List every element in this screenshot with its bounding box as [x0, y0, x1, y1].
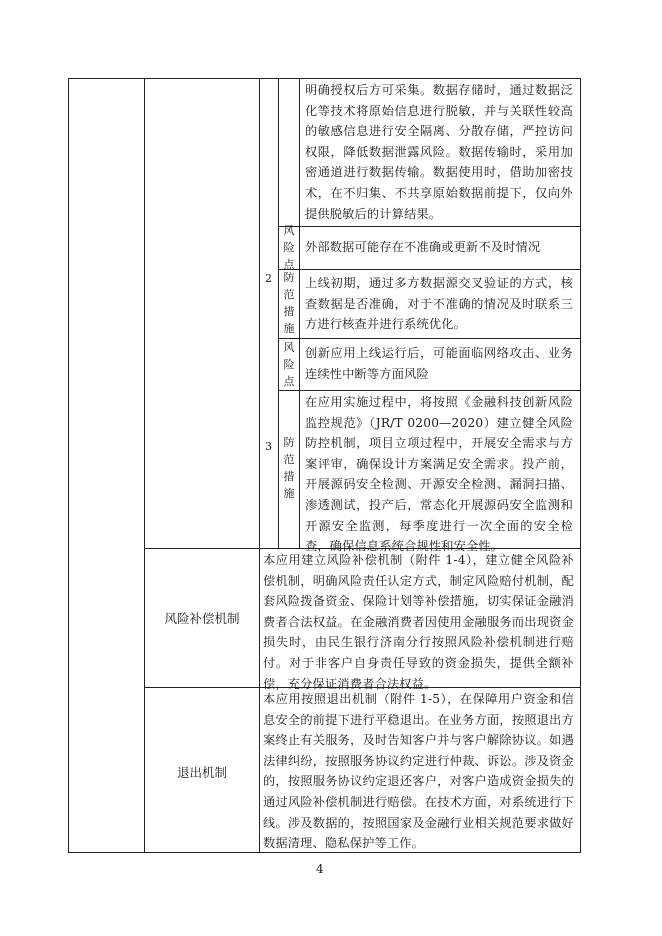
table-right-border [580, 78, 581, 853]
risk-number-2: 2 [265, 272, 272, 285]
prevention-measure-label: 防范措施 [283, 271, 295, 335]
table-row-divider [278, 338, 580, 339]
compensation-text: 本应用建立风险补偿机制（附件 1-4），建立健全风险补偿机制，明确风险责任认定方式，制定风险赔付机制，配套风险拨备资金、保险计划等补偿措施，切实保证金融消费者合法权益。在金融消费者因使用金融服务而出现资金损失时，由民生银行济南分行按照风险补偿机制进行赔付。对于非客户自身责任导致的资金损失，提供全额补偿，充分保证消费者合法权益。 [263, 553, 574, 691]
prevention-measure-text: 上线初期，通过多方数据源交叉验证的方式，核查数据是否准确，对于不准确的情况及时联系三方进行核查并进行系统优化。 [305, 276, 573, 332]
table-column-divider [299, 78, 300, 549]
compensation-label: 风险补偿机制 [164, 611, 240, 626]
table-column-divider [259, 78, 260, 853]
risk-number-3: 3 [265, 440, 272, 453]
exit-text: 本应用按照退出机制（附件 1-5），在保障用户资金和信息安全的前提下进行平稳退出。在业务方面，按照退出方案终止有关服务，及时告知客户并与客户解除协议。如遇法律纠纷，按照服务协议约定进行仲裁、诉讼。涉及资金的，按照服务协议约定退还客户，对客户造成资金损失的通过风险补偿机制进行赔偿。在技术方面，对系统进行下线。涉及数据的，按照国家及金融行业相关规范要求做好数据清理、隐私保护等工作。 [263, 692, 574, 851]
table-row-divider [278, 226, 580, 227]
exit-label: 退出机制 [176, 765, 227, 780]
continued-measure-text: 明确授权后方可采集。数据存储时，通过数据泛化等技术将原始信息进行脱敏，并与关联性较高的敏感信息进行安全隔离、分散存储，严控访问权限，降低数据泄露风险。数据传输时，采用加密通道进行数据传输。数据使用时，借助加密技术，在不归集、不共享原始数据前提下，仅向外提供脱敏后的计算结果。 [305, 83, 573, 221]
table-row-divider [278, 269, 580, 270]
prevention-measure-label: 防范措施 [283, 436, 295, 500]
table-column-divider [144, 78, 145, 853]
risk-point-text: 创新应用上线运行后，可能面临网络攻击、业务连续性中断等方面风险 [305, 346, 573, 381]
risk-point-label: 风险点 [283, 341, 295, 388]
prevention-measure-text: 在应用实施过程中，将按照《金融科技创新风险监控规范》（JR/T 0200—2020）建立健全风险防控机制，项目立项过程中，开展安全需求与方案评审，确保设计方案满足安全需求。投产前，开展源码安全检测、开源安全检测、漏洞扫描、渗透测试，投产后，常态化开展源码安全监测和开源安全监测，每季度进行一次全面的安全检查，确保信息系统合规性和安全性。 [305, 395, 573, 554]
risk-point-text: 外部数据可能存在不准确或更新不及时情况 [305, 240, 541, 254]
risk-point-label: 风险点 [283, 224, 295, 271]
table-left-border [68, 78, 69, 853]
page-number: 4 [316, 862, 324, 876]
table-column-divider [278, 78, 279, 549]
table-row-divider [278, 390, 580, 391]
